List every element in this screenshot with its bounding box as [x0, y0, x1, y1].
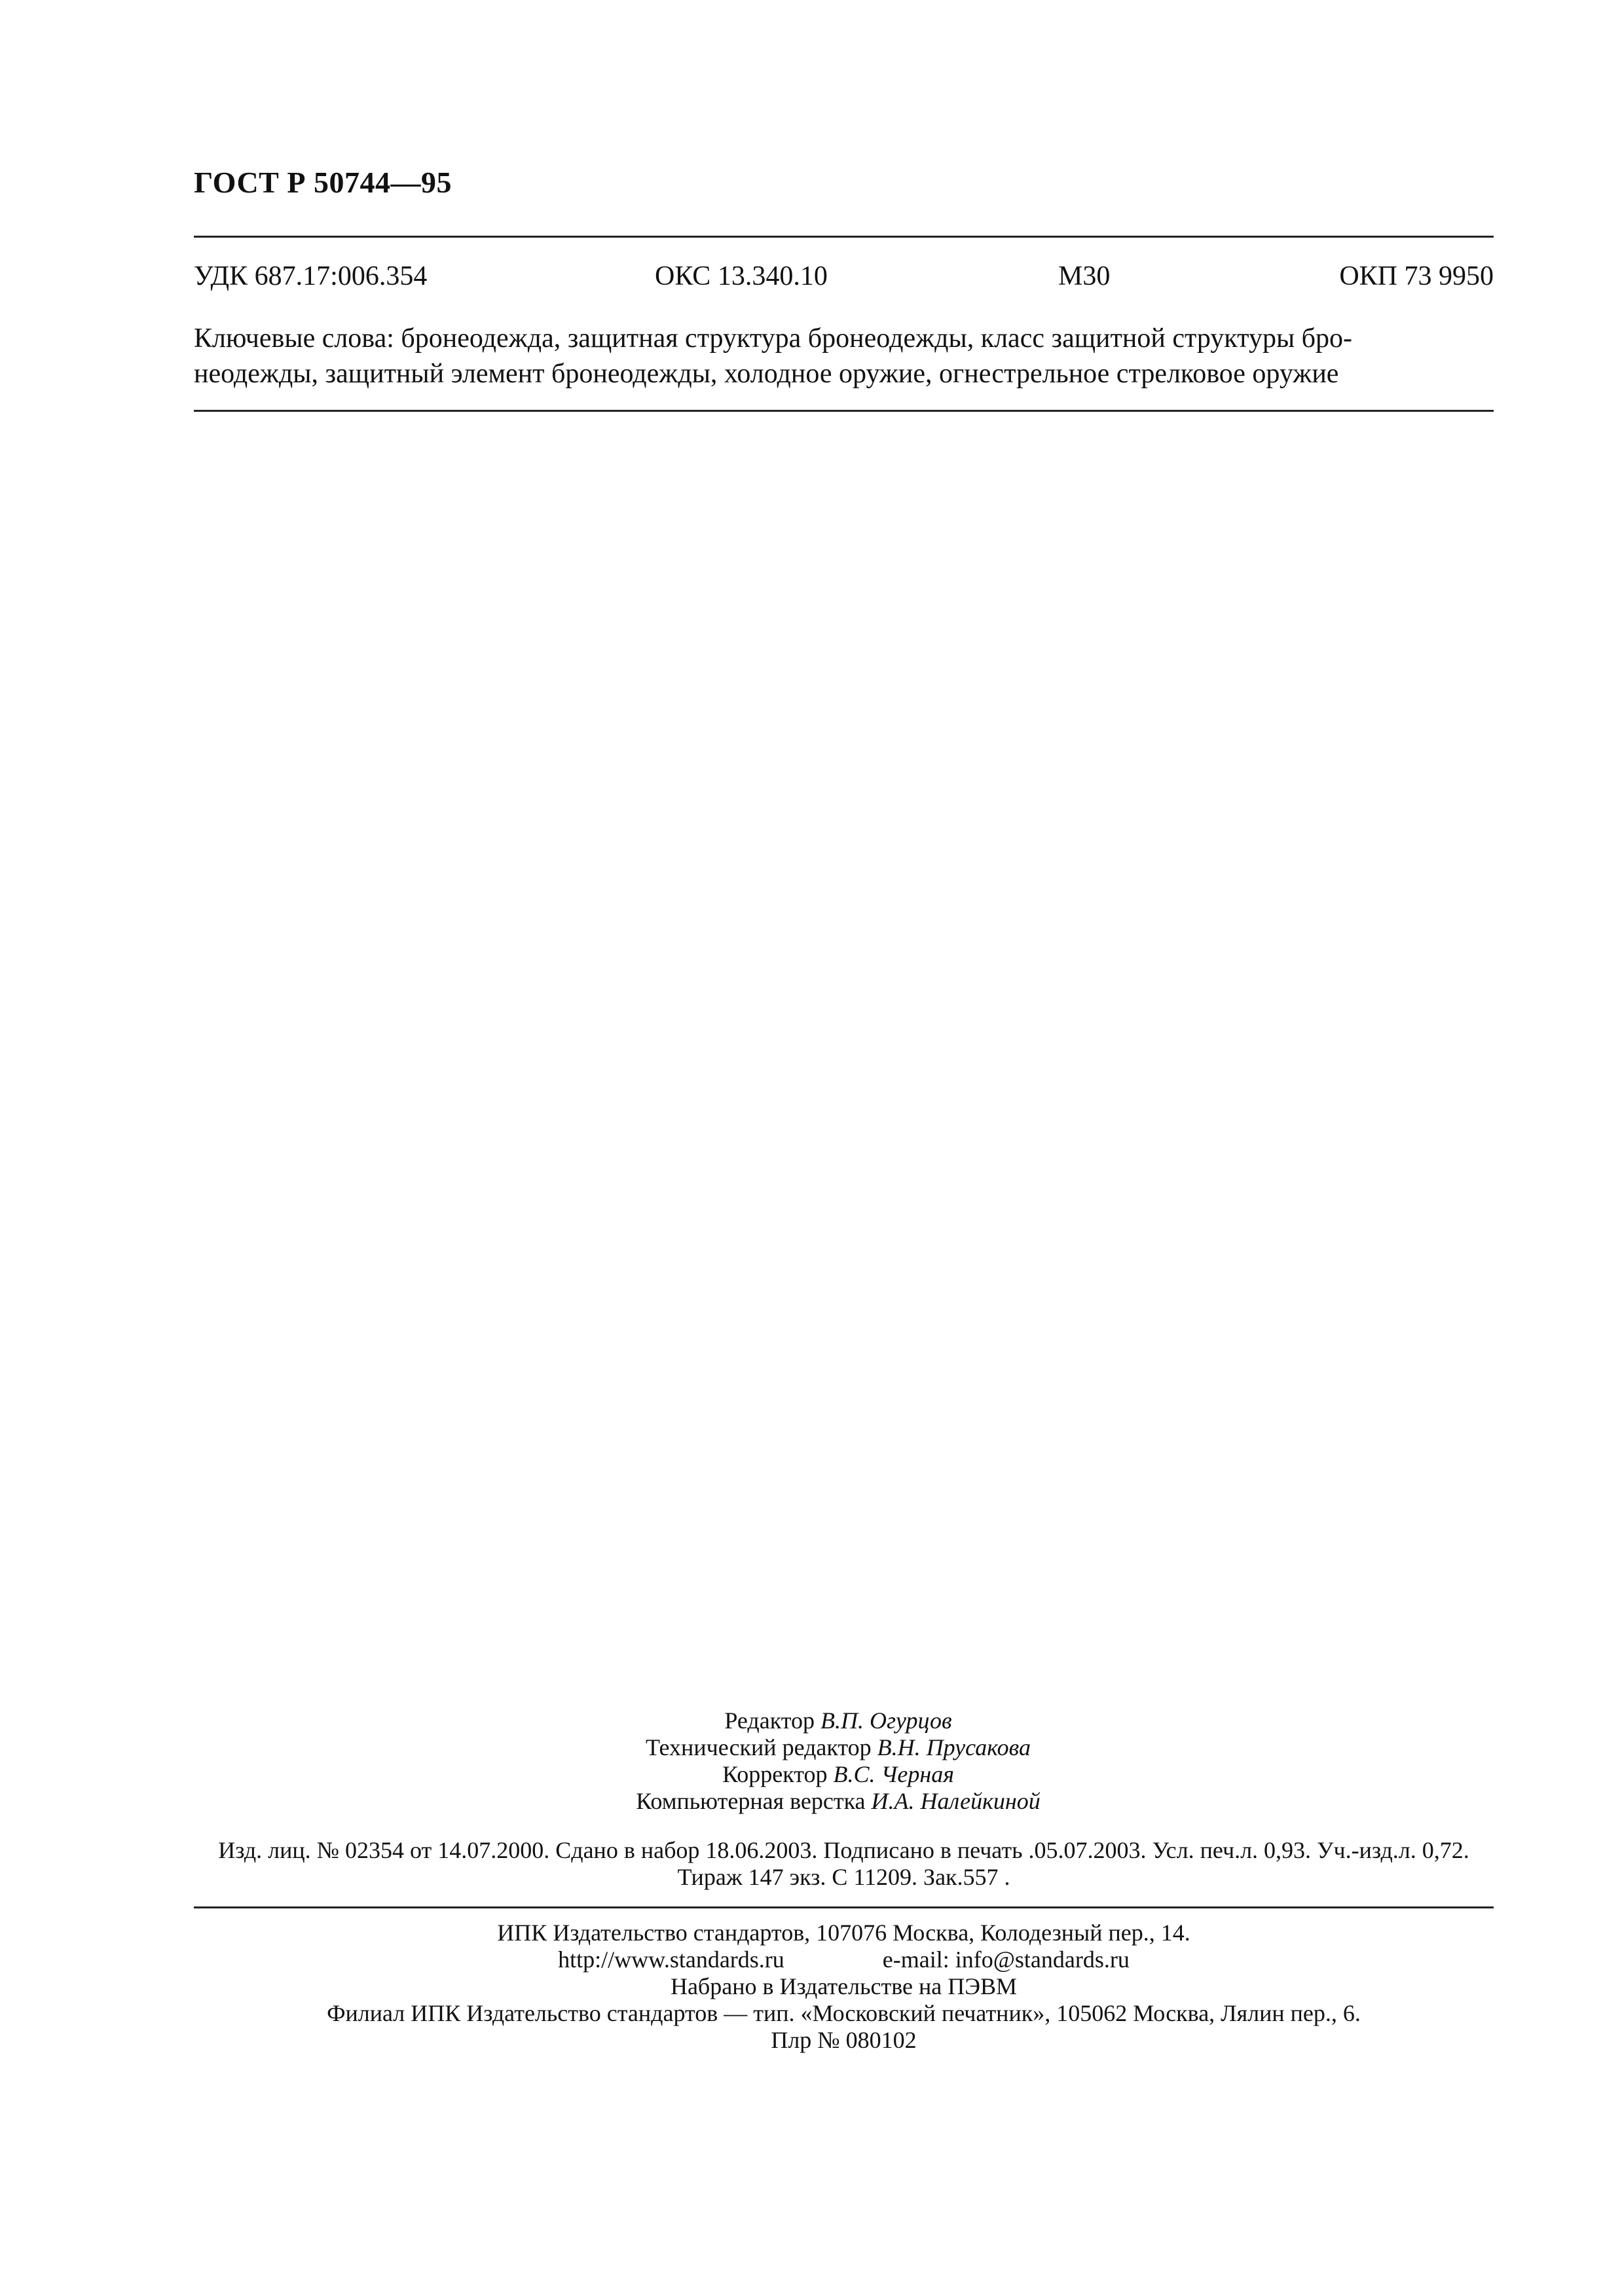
- credit-editor: [511, 1707, 1166, 1734]
- credits-block: [511, 1707, 1166, 1815]
- publisher-address: ИПК Издательство стандартов, 107076 Москва, Колодезный пер., 14.: [497, 1920, 1190, 1946]
- publisher-url: http://www.standards.ru: [558, 1946, 784, 1973]
- keywords-line-2: неодежды, защитный элемент бронеодежды, холодное оружие, огнестрельное стрелковое оружие: [194, 359, 1339, 389]
- credit-name: И.А. Налейкиной: [871, 1788, 1041, 1814]
- publisher-email: e-mail: info@standards.ru: [882, 1946, 1130, 1973]
- publisher-contacts: [194, 1946, 1494, 1973]
- classification-row: [194, 261, 1494, 297]
- print-info-line-1: Изд. лиц. № 02354 от 14.07.2000. Сдано в набор 18.06.2003. Подписано в печать .05.07.2003. Усл. печ.л. 0,93. Уч.-изд.л. 0,72.: [218, 1837, 1469, 1863]
- credit-layout: [511, 1788, 1166, 1815]
- credit-role: Компьютерная верстка: [636, 1788, 866, 1814]
- m-code: М30: [1058, 261, 1111, 291]
- oks-code: ОКС 13.340.10: [655, 261, 828, 291]
- publisher-block: [194, 1920, 1494, 2054]
- publisher-divider: [194, 1906, 1494, 1908]
- print-info-line-2: Тираж 147 экз. С 11209. Зак.557 .: [677, 1864, 1010, 1890]
- keywords-line-1: Ключевые слова: бронеодежда, защитная структура бронеодежды, класс защитной структуры бро-: [194, 323, 1353, 354]
- credit-role: Технический редактор: [645, 1734, 872, 1760]
- keywords-divider: [194, 410, 1494, 412]
- credit-name: В.П. Огурцов: [820, 1707, 952, 1734]
- udk-code: УДК 687.17:006.354: [194, 261, 428, 291]
- publisher-typeset: Набрано в Издательстве на ПЭВМ: [670, 1973, 1018, 1999]
- publisher-plr: Плр № 080102: [771, 2027, 917, 2053]
- credit-proofreader: [511, 1761, 1166, 1788]
- print-info-block: [194, 1837, 1494, 1891]
- okp-code: ОКП 73 9950: [1339, 261, 1494, 291]
- top-divider: [194, 236, 1494, 238]
- credit-role: Корректор: [722, 1761, 828, 1787]
- credit-role: Редактор: [724, 1707, 815, 1734]
- document-code: ГОСТ Р 50744—95: [194, 166, 452, 199]
- credit-name: В.С. Черная: [833, 1761, 954, 1787]
- credit-tech-editor: [511, 1734, 1166, 1761]
- credit-name: В.Н. Прусакова: [877, 1734, 1031, 1760]
- keywords-block: [194, 321, 1494, 392]
- publisher-branch: Филиал ИПК Издательство стандартов — тип. «Московский печатник», 105062 Москва, Лялин пер., 6.: [327, 2000, 1361, 2026]
